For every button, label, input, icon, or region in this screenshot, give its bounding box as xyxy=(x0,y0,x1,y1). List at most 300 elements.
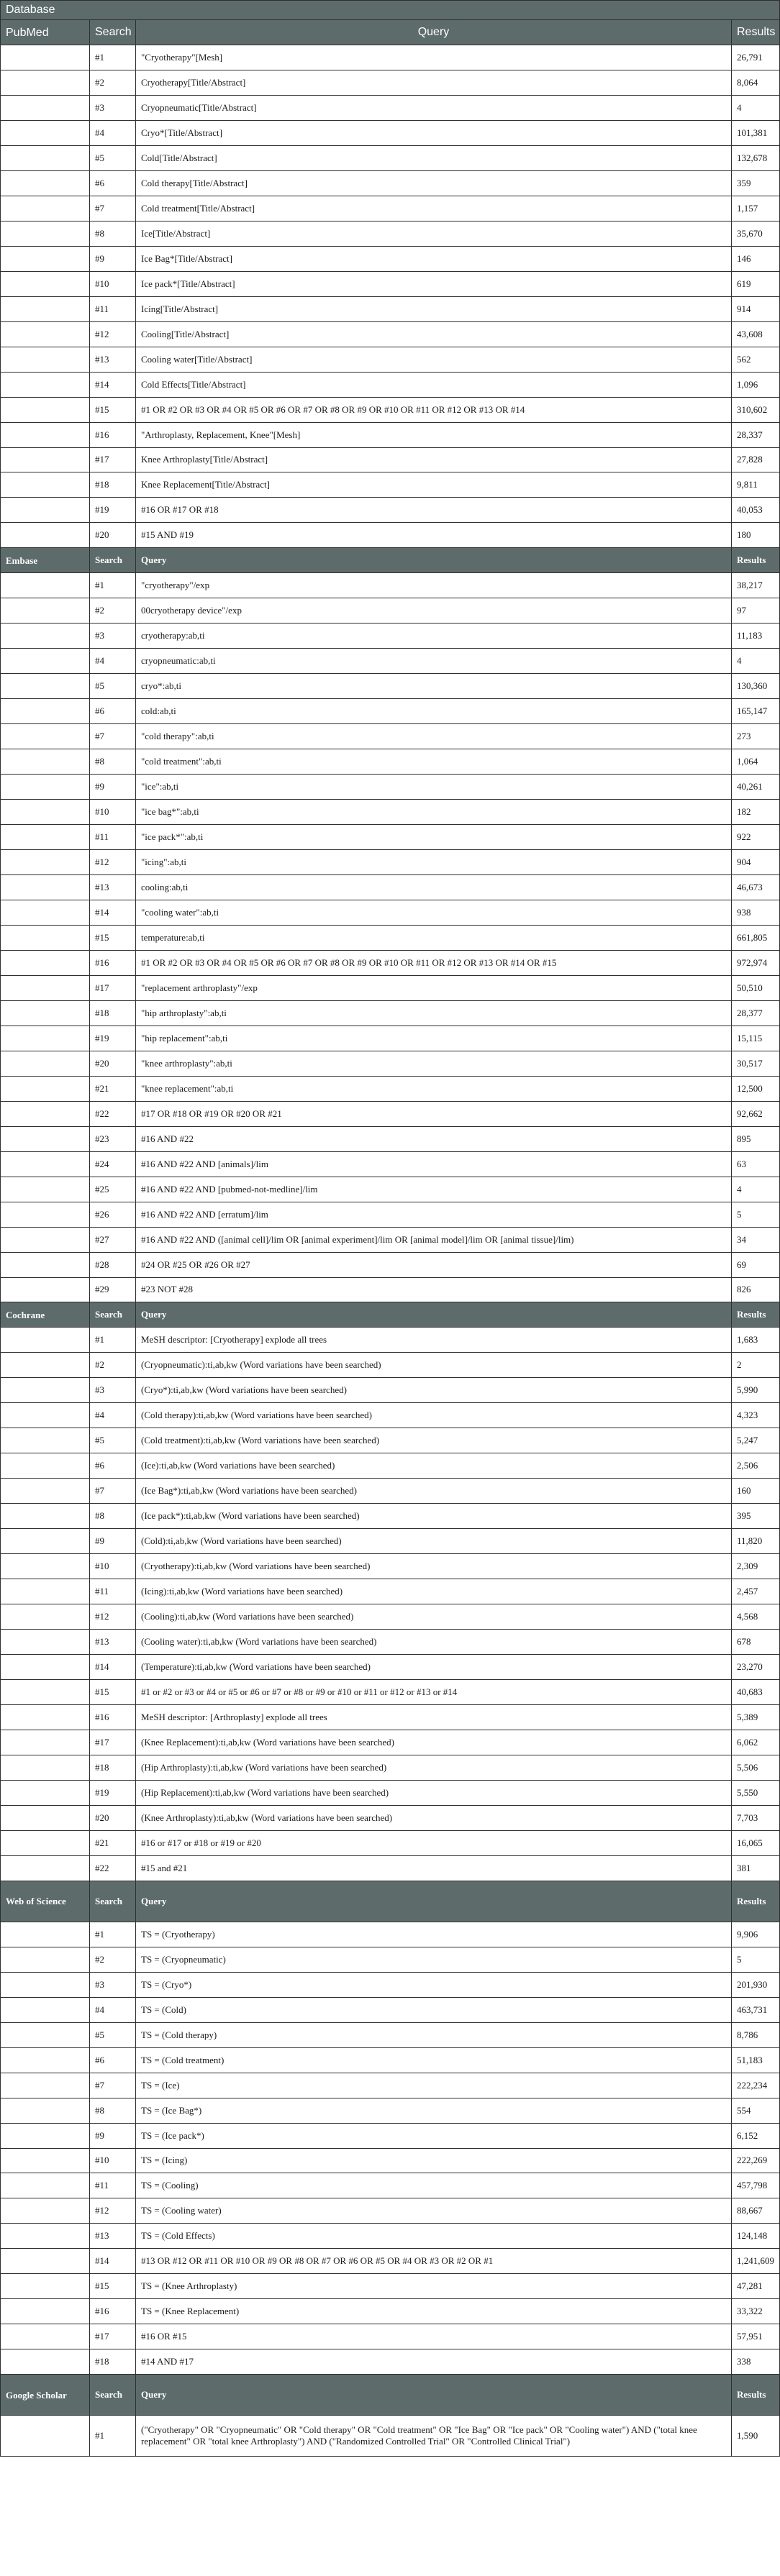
database-cell xyxy=(1,2098,90,2123)
section-header-row xyxy=(1,2375,780,2416)
results-count: 619 xyxy=(732,271,780,296)
results-count: 5,389 xyxy=(732,1705,780,1730)
table-row xyxy=(1,95,780,120)
database-cell xyxy=(1,1328,90,1353)
results-count: 1,157 xyxy=(732,196,780,221)
results-count: 130,360 xyxy=(732,674,780,699)
search-number: #9 xyxy=(90,2123,136,2148)
query-text: "icing":ab,ti xyxy=(136,850,732,875)
database-cell xyxy=(1,1997,90,2022)
results-count: 678 xyxy=(732,1630,780,1655)
table-row xyxy=(1,447,780,472)
database-cell xyxy=(1,498,90,523)
results-count: 11,820 xyxy=(732,1529,780,1554)
query-text: Cooling water[Title/Abstract] xyxy=(136,347,732,372)
search-number: #4 xyxy=(90,649,136,674)
table-row xyxy=(1,296,780,321)
database-cell xyxy=(1,950,90,975)
query-column-header: Query xyxy=(136,1881,732,1922)
database-cell xyxy=(1,1000,90,1026)
database-cell xyxy=(1,296,90,321)
search-number: #10 xyxy=(90,1554,136,1579)
results-count: 69 xyxy=(732,1252,780,1277)
database-cell xyxy=(1,2123,90,2148)
table-row xyxy=(1,1630,780,1655)
table-row xyxy=(1,2123,780,2148)
search-number: #19 xyxy=(90,1780,136,1805)
search-number: #14 xyxy=(90,2249,136,2274)
table-row xyxy=(1,1529,780,1554)
search-number: #15 xyxy=(90,1680,136,1705)
results-count: 922 xyxy=(732,825,780,850)
database-cell xyxy=(1,1428,90,1453)
results-count: 359 xyxy=(732,170,780,196)
query-text: TS = (Knee Replacement) xyxy=(136,2299,732,2324)
table-row xyxy=(1,699,780,724)
table-row xyxy=(1,1076,780,1101)
table-row xyxy=(1,925,780,950)
search-number: #18 xyxy=(90,1755,136,1780)
query-text: "cooling water":ab,ti xyxy=(136,900,732,925)
database-cell xyxy=(1,1805,90,1830)
results-count: 457,798 xyxy=(732,2173,780,2198)
table-row xyxy=(1,1805,780,1830)
table-row xyxy=(1,1277,780,1302)
query-text: #16 OR #15 xyxy=(136,2324,732,2349)
section-header-row xyxy=(1,1302,780,1328)
database-cell xyxy=(1,45,90,70)
results-count: 180 xyxy=(732,523,780,548)
query-text: "knee arthroplasty":ab,ti xyxy=(136,1051,732,1076)
query-column-header: Query xyxy=(136,1302,732,1328)
search-number: #16 xyxy=(90,1705,136,1730)
table-row xyxy=(1,2173,780,2198)
search-number: #6 xyxy=(90,699,136,724)
query-column-header: Query xyxy=(136,20,732,45)
search-number: #7 xyxy=(90,724,136,749)
results-count: 1,064 xyxy=(732,749,780,775)
query-text: TS = (Cooling water) xyxy=(136,2198,732,2224)
results-count: 35,670 xyxy=(732,221,780,246)
search-number: #10 xyxy=(90,271,136,296)
search-number: #7 xyxy=(90,1479,136,1504)
query-text: 00cryotherapy device"/exp xyxy=(136,598,732,624)
query-text: (Ice):ti,ab,kw (Word variations have been searched) xyxy=(136,1453,732,1479)
results-count: 463,731 xyxy=(732,1997,780,2022)
query-text: Knee Replacement[Title/Abstract] xyxy=(136,472,732,498)
database-cell xyxy=(1,397,90,422)
query-text: ("Cryotherapy" OR "Cryopneumatic" OR "Cold therapy" OR "Cold treatment" OR "Ice Bag" OR "Ice pack" OR "Cooling water") AND ("total knee replacement" OR "total knee Arthroplasty") AND ("Randomized Controlled Trial" OR "Controlled Clinical Trial") xyxy=(136,2416,732,2457)
query-text: Icing[Title/Abstract] xyxy=(136,296,732,321)
table-row xyxy=(1,573,780,598)
table-row xyxy=(1,347,780,372)
search-number: #5 xyxy=(90,2022,136,2047)
query-text: #16 AND #22 AND [pubmed-not-medline]/lim xyxy=(136,1177,732,1202)
table-row xyxy=(1,598,780,624)
table-row xyxy=(1,850,780,875)
search-number: #17 xyxy=(90,975,136,1000)
database-cell xyxy=(1,1453,90,1479)
table-row xyxy=(1,2299,780,2324)
table-row xyxy=(1,45,780,70)
table-row xyxy=(1,1855,780,1881)
database-cell xyxy=(1,523,90,548)
results-count: 554 xyxy=(732,2098,780,2123)
results-count: 5,506 xyxy=(732,1755,780,1780)
results-count: 97 xyxy=(732,598,780,624)
database-cell xyxy=(1,825,90,850)
results-count: 15,115 xyxy=(732,1026,780,1051)
table-row xyxy=(1,1403,780,1428)
table-row xyxy=(1,2416,780,2457)
query-text: (Hip Arthroplasty):ti,ab,kw (Word variations have been searched) xyxy=(136,1755,732,1780)
query-text: Cryotherapy[Title/Abstract] xyxy=(136,70,732,95)
query-text: #16 OR #17 OR #18 xyxy=(136,498,732,523)
table-row xyxy=(1,321,780,347)
results-count: 9,811 xyxy=(732,472,780,498)
database-cell xyxy=(1,2047,90,2073)
search-number: #1 xyxy=(90,573,136,598)
query-text: "replacement arthroplasty"/exp xyxy=(136,975,732,1000)
query-text: (Cold treatment):ti,ab,kw (Word variations have been searched) xyxy=(136,1428,732,1453)
search-number: #15 xyxy=(90,397,136,422)
results-count: 124,148 xyxy=(732,2224,780,2249)
search-number: #10 xyxy=(90,2148,136,2173)
search-number: #12 xyxy=(90,321,136,347)
results-count: 7,703 xyxy=(732,1805,780,1830)
search-number: #21 xyxy=(90,1076,136,1101)
query-text: Cold therapy[Title/Abstract] xyxy=(136,170,732,196)
results-count: 165,147 xyxy=(732,699,780,724)
database-cell xyxy=(1,1277,90,1302)
table-row xyxy=(1,1453,780,1479)
database-cell xyxy=(1,1755,90,1780)
database-cell xyxy=(1,1554,90,1579)
search-number: #6 xyxy=(90,2047,136,2073)
results-count: 5 xyxy=(732,1947,780,1972)
database-cell xyxy=(1,1680,90,1705)
search-number: #22 xyxy=(90,1855,136,1881)
table-row xyxy=(1,724,780,749)
database-cell xyxy=(1,447,90,472)
results-count: 33,322 xyxy=(732,2299,780,2324)
results-count: 16,065 xyxy=(732,1830,780,1855)
search-column-header: Search xyxy=(90,548,136,573)
results-count: 222,234 xyxy=(732,2073,780,2098)
table-row xyxy=(1,1730,780,1755)
database-cell xyxy=(1,347,90,372)
results-count: 904 xyxy=(732,850,780,875)
search-column-header: Search xyxy=(90,2375,136,2416)
query-text: Cryopneumatic[Title/Abstract] xyxy=(136,95,732,120)
query-text: #16 AND #22 xyxy=(136,1126,732,1151)
table-row xyxy=(1,1830,780,1855)
database-cell xyxy=(1,2073,90,2098)
results-count: 57,951 xyxy=(732,2324,780,2349)
query-text: TS = (Cryo*) xyxy=(136,1972,732,1997)
results-count: 182 xyxy=(732,800,780,825)
database-cell xyxy=(1,2324,90,2349)
table-row xyxy=(1,1972,780,1997)
query-text: (Cryotherapy):ti,ab,kw (Word variations have been searched) xyxy=(136,1554,732,1579)
query-text: TS = (Ice Bag*) xyxy=(136,2098,732,2123)
search-number: #17 xyxy=(90,1730,136,1755)
database-cell xyxy=(1,2274,90,2299)
search-number: #1 xyxy=(90,45,136,70)
search-column-header: Search xyxy=(90,1302,136,1328)
query-text: (Ice pack*):ti,ab,kw (Word variations have been searched) xyxy=(136,1504,732,1529)
table-row xyxy=(1,221,780,246)
table-row xyxy=(1,2073,780,2098)
database-cell xyxy=(1,1026,90,1051)
database-cell xyxy=(1,472,90,498)
table-row xyxy=(1,2224,780,2249)
query-text: "hip replacement":ab,ti xyxy=(136,1026,732,1051)
database-cell xyxy=(1,2299,90,2324)
table-row xyxy=(1,649,780,674)
database-cell xyxy=(1,1403,90,1428)
query-text: MeSH descriptor: [Arthroplasty] explode all trees xyxy=(136,1705,732,1730)
query-text: #16 or #17 or #18 or #19 or #20 xyxy=(136,1830,732,1855)
results-count: 310,602 xyxy=(732,397,780,422)
section-header-row xyxy=(1,1881,780,1922)
results-count: 895 xyxy=(732,1126,780,1151)
database-cell xyxy=(1,271,90,296)
results-count: 2,457 xyxy=(732,1579,780,1604)
search-number: #5 xyxy=(90,674,136,699)
query-text: cooling:ab,ti xyxy=(136,875,732,900)
search-number: #12 xyxy=(90,2198,136,2224)
search-number: #12 xyxy=(90,1604,136,1630)
search-number: #11 xyxy=(90,296,136,321)
query-text: (Cold therapy):ti,ab,kw (Word variations have been searched) xyxy=(136,1403,732,1428)
results-count: 5,247 xyxy=(732,1428,780,1453)
database-cell xyxy=(1,196,90,221)
search-number: #3 xyxy=(90,95,136,120)
query-text: temperature:ab,ti xyxy=(136,925,732,950)
table-row xyxy=(1,196,780,221)
query-text: "knee replacement":ab,ti xyxy=(136,1076,732,1101)
search-number: #4 xyxy=(90,120,136,145)
results-count: 9,906 xyxy=(732,1922,780,1947)
results-count: 1,590 xyxy=(732,2416,780,2457)
database-cell xyxy=(1,1126,90,1151)
database-cell xyxy=(1,1655,90,1680)
search-number: #1 xyxy=(90,1922,136,1947)
database-cell xyxy=(1,699,90,724)
results-count: 12,500 xyxy=(732,1076,780,1101)
search-number: #13 xyxy=(90,875,136,900)
database-cell xyxy=(1,70,90,95)
search-number: #7 xyxy=(90,196,136,221)
database-cell xyxy=(1,2173,90,2198)
database-cell xyxy=(1,1504,90,1529)
search-number: #26 xyxy=(90,1202,136,1227)
search-number: #20 xyxy=(90,1805,136,1830)
results-count: 63 xyxy=(732,1151,780,1177)
database-cell xyxy=(1,1855,90,1881)
query-text: Ice pack*[Title/Abstract] xyxy=(136,271,732,296)
database-cell xyxy=(1,1051,90,1076)
table-row xyxy=(1,2249,780,2274)
table-row xyxy=(1,1755,780,1780)
results-count: 4 xyxy=(732,1177,780,1202)
query-text: TS = (Cryopneumatic) xyxy=(136,1947,732,1972)
query-text: (Ice Bag*):ti,ab,kw (Word variations have been searched) xyxy=(136,1479,732,1504)
search-column-header: Search xyxy=(90,1881,136,1922)
query-text: "Arthroplasty, Replacement, Knee"[Mesh] xyxy=(136,422,732,447)
results-count: 222,269 xyxy=(732,2148,780,2173)
database-cell xyxy=(1,170,90,196)
query-text: (Cooling water):ti,ab,kw (Word variations have been searched) xyxy=(136,1630,732,1655)
query-text: "hip arthroplasty":ab,ti xyxy=(136,1000,732,1026)
search-number: #15 xyxy=(90,2274,136,2299)
database-cell xyxy=(1,246,90,271)
database-cell xyxy=(1,2416,90,2457)
search-number: #21 xyxy=(90,1830,136,1855)
database-cell xyxy=(1,1378,90,1403)
query-text: TS = (Cold Effects) xyxy=(136,2224,732,2249)
results-count: 51,183 xyxy=(732,2047,780,2073)
search-number: #22 xyxy=(90,1101,136,1126)
table-row xyxy=(1,1579,780,1604)
database-cell xyxy=(1,1780,90,1805)
results-count: 338 xyxy=(732,2349,780,2375)
database-cell xyxy=(1,1705,90,1730)
results-count: 92,662 xyxy=(732,1101,780,1126)
query-text: Cold Effects[Title/Abstract] xyxy=(136,372,732,397)
results-count: 4 xyxy=(732,95,780,120)
query-text: #24 OR #25 OR #26 OR #27 xyxy=(136,1252,732,1277)
table-row xyxy=(1,1604,780,1630)
database-cell xyxy=(1,2224,90,2249)
query-text: Ice Bag*[Title/Abstract] xyxy=(136,246,732,271)
query-text: (Cold):ti,ab,kw (Word variations have been searched) xyxy=(136,1529,732,1554)
query-text: "Cryotherapy"[Mesh] xyxy=(136,45,732,70)
query-text: TS = (Cold therapy) xyxy=(136,2022,732,2047)
search-number: #5 xyxy=(90,1428,136,1453)
database-cell xyxy=(1,2249,90,2274)
table-row xyxy=(1,1177,780,1202)
table-row xyxy=(1,170,780,196)
search-column-header: Search xyxy=(90,20,136,45)
search-number: #17 xyxy=(90,447,136,472)
results-count: 132,678 xyxy=(732,145,780,170)
database-cell xyxy=(1,749,90,775)
table-row xyxy=(1,749,780,775)
results-column-header: Results xyxy=(732,548,780,573)
query-text: TS = (Cryotherapy) xyxy=(136,1922,732,1947)
database-cell xyxy=(1,1076,90,1101)
search-number: #14 xyxy=(90,1655,136,1680)
query-column-header: Query xyxy=(136,2375,732,2416)
query-text: (Cooling):ti,ab,kw (Word variations have been searched) xyxy=(136,1604,732,1630)
table-title: Database xyxy=(1,1,780,20)
query-text: Cryo*[Title/Abstract] xyxy=(136,120,732,145)
database-cell xyxy=(1,120,90,145)
database-cell xyxy=(1,624,90,649)
results-count: 40,683 xyxy=(732,1680,780,1705)
query-text: (Temperature):ti,ab,kw (Word variations have been searched) xyxy=(136,1655,732,1680)
results-count: 50,510 xyxy=(732,975,780,1000)
search-number: #24 xyxy=(90,1151,136,1177)
query-text: Cold[Title/Abstract] xyxy=(136,145,732,170)
database-cell xyxy=(1,1830,90,1855)
results-count: 4,323 xyxy=(732,1403,780,1428)
table-row xyxy=(1,271,780,296)
table-row xyxy=(1,800,780,825)
query-text: Knee Arthroplasty[Title/Abstract] xyxy=(136,447,732,472)
query-text: #15 AND #19 xyxy=(136,523,732,548)
database-cell xyxy=(1,221,90,246)
search-number: #12 xyxy=(90,850,136,875)
query-text: cryo*:ab,ti xyxy=(136,674,732,699)
table-row xyxy=(1,624,780,649)
results-count: 4 xyxy=(732,649,780,674)
search-number: #18 xyxy=(90,1000,136,1026)
search-number: #2 xyxy=(90,70,136,95)
query-text: TS = (Knee Arthroplasty) xyxy=(136,2274,732,2299)
database-cell xyxy=(1,1604,90,1630)
search-number: #17 xyxy=(90,2324,136,2349)
search-number: #6 xyxy=(90,1453,136,1479)
table-row xyxy=(1,1479,780,1504)
table-row xyxy=(1,950,780,975)
query-text: #16 AND #22 AND ([animal cell]/lim OR [animal experiment]/lim OR [animal model]/lim OR [animal tissue]/lim) xyxy=(136,1227,732,1252)
search-number: #11 xyxy=(90,825,136,850)
database-cell xyxy=(1,900,90,925)
database-cell xyxy=(1,1353,90,1378)
database-cell xyxy=(1,775,90,800)
results-count: 381 xyxy=(732,1855,780,1881)
results-count: 23,270 xyxy=(732,1655,780,1680)
section-header-row xyxy=(1,548,780,573)
search-number: #1 xyxy=(90,2416,136,2457)
results-count: 6,152 xyxy=(732,2123,780,2148)
database-cell xyxy=(1,1479,90,1504)
results-column-header: Results xyxy=(732,1302,780,1328)
table-row xyxy=(1,1504,780,1529)
table-row xyxy=(1,472,780,498)
table-row xyxy=(1,422,780,447)
table-row xyxy=(1,498,780,523)
query-text: cryopneumatic:ab,ti xyxy=(136,649,732,674)
table-row xyxy=(1,1378,780,1403)
search-number: #16 xyxy=(90,950,136,975)
search-number: #3 xyxy=(90,1972,136,1997)
database-cell xyxy=(1,1529,90,1554)
query-text: (Knee Replacement):ti,ab,kw (Word variations have been searched) xyxy=(136,1730,732,1755)
database-cell xyxy=(1,2349,90,2375)
results-count: 27,828 xyxy=(732,447,780,472)
search-number: #20 xyxy=(90,523,136,548)
database-cell xyxy=(1,975,90,1000)
query-text: cryotherapy:ab,ti xyxy=(136,624,732,649)
table-row xyxy=(1,825,780,850)
results-count: 6,062 xyxy=(732,1730,780,1755)
query-text: cold:ab,ti xyxy=(136,699,732,724)
query-text: "ice":ab,ti xyxy=(136,775,732,800)
database-cell xyxy=(1,875,90,900)
database-name: Google Scholar xyxy=(1,2375,90,2416)
results-count: 201,930 xyxy=(732,1972,780,1997)
database-cell xyxy=(1,925,90,950)
table-row xyxy=(1,145,780,170)
search-number: #29 xyxy=(90,1277,136,1302)
table-row xyxy=(1,1328,780,1353)
database-name: Web of Science xyxy=(1,1881,90,1922)
search-number: #14 xyxy=(90,372,136,397)
